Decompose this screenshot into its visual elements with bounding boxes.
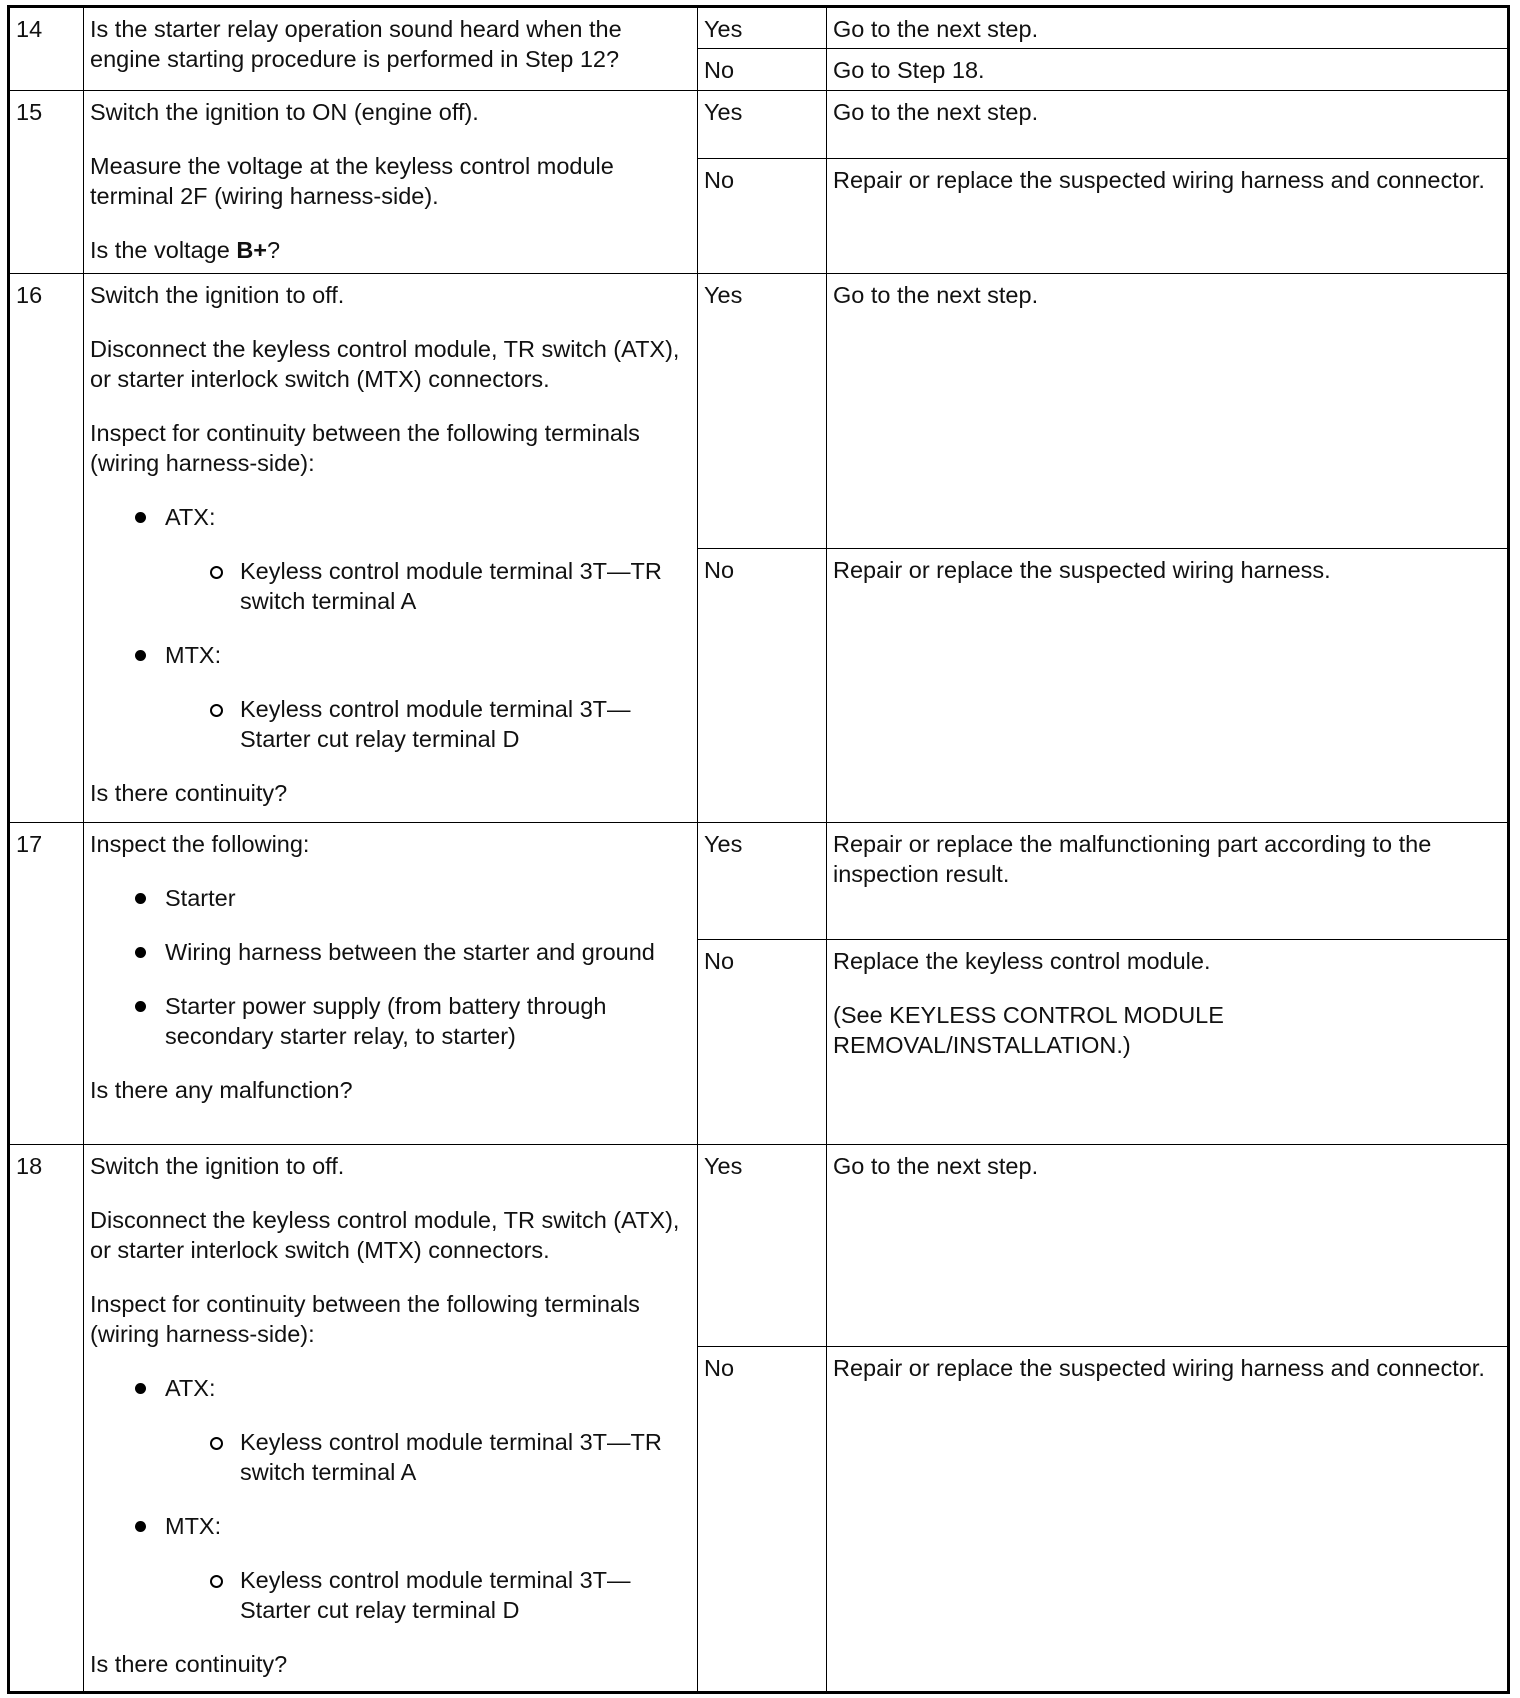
- atx-label: ATX:: [165, 1375, 216, 1401]
- sub-list-item: Keyless control module terminal 3T—Starter cut relay terminal D: [210, 1565, 690, 1625]
- result-no: No: [698, 549, 827, 823]
- step-number: 15: [9, 91, 84, 274]
- action-text: Replace the keyless control module.: [833, 948, 1211, 974]
- step-detail: [84, 823, 698, 1145]
- step-detail: [84, 7, 698, 91]
- action-no: Repair or replace the suspected wiring harness and connector.: [827, 159, 1509, 274]
- result-yes: Yes: [698, 91, 827, 159]
- step-15-yes-row: [9, 91, 1509, 159]
- result-yes: Yes: [698, 823, 827, 940]
- diagnostic-procedure-document: [7, 5, 1510, 1693]
- diagnostic-table: [7, 5, 1510, 1694]
- action-yes: Go to the next step.: [827, 91, 1509, 159]
- step-14-yes-row: [9, 7, 1509, 49]
- sub-list: [165, 556, 690, 616]
- action-no: [827, 940, 1509, 1145]
- question-text: Is the voltage: [90, 237, 237, 263]
- step-18-yes-row: [9, 1145, 1509, 1347]
- result-yes: Yes: [698, 7, 827, 49]
- result-yes: Yes: [698, 274, 827, 549]
- atx-label: ATX:: [165, 504, 216, 530]
- terminal-list: [90, 502, 690, 754]
- step-instruction: Measure the voltage at the keyless control module terminal 2F (wiring harness-side).: [90, 153, 614, 209]
- sub-list: [165, 694, 690, 754]
- result-yes: Yes: [698, 1145, 827, 1347]
- question-emphasis: B+: [236, 237, 268, 263]
- step-number: 18: [9, 1145, 84, 1693]
- step-17-yes-row: [9, 823, 1509, 940]
- step-detail: [84, 274, 698, 823]
- step-instruction: Switch the ignition to off.: [90, 1153, 345, 1179]
- step-instruction: Inspect the following:: [90, 831, 310, 857]
- list-item: Starter power supply (from battery through secondary starter relay, to starter): [135, 991, 690, 1051]
- list-item: [135, 640, 690, 754]
- inspection-list: [90, 883, 690, 1051]
- action-yes: Go to the next step.: [827, 7, 1509, 49]
- terminal-list: [90, 1373, 690, 1625]
- action-yes: Go to the next step.: [827, 274, 1509, 549]
- list-item: [135, 1373, 690, 1487]
- list-item: [135, 502, 690, 616]
- step-question: [90, 235, 690, 265]
- result-no: No: [698, 49, 827, 91]
- sub-list-item: Keyless control module terminal 3T—Starter cut relay terminal D: [210, 694, 690, 754]
- list-item: [135, 1511, 690, 1625]
- step-detail: [84, 1145, 698, 1693]
- step-question: Is there continuity?: [90, 780, 288, 806]
- step-instruction: Switch the ignition to ON (engine off).: [90, 99, 479, 125]
- action-yes: Go to the next step.: [827, 1145, 1509, 1347]
- step-question: Is there any malfunction?: [90, 1077, 353, 1103]
- mtx-label: MTX:: [165, 1513, 222, 1539]
- action-reference: (See KEYLESS CONTROL MODULE REMOVAL/INSTALLATION.): [833, 1002, 1224, 1058]
- action-no: Go to Step 18.: [827, 49, 1509, 91]
- result-no: No: [698, 940, 827, 1145]
- step-instruction: Disconnect the keyless control module, TR switch (ATX), or starter interlock switch (MTX) connectors.: [90, 1207, 680, 1263]
- action-no: Repair or replace the suspected wiring harness.: [827, 549, 1509, 823]
- step-number: 16: [9, 274, 84, 823]
- step-question: Is there continuity?: [90, 1651, 288, 1677]
- step-detail: [84, 91, 698, 274]
- question-mark: ?: [267, 237, 281, 263]
- sub-list: [165, 1427, 690, 1487]
- step-16-yes-row: [9, 274, 1509, 549]
- step-instruction: Switch the ignition to off.: [90, 282, 345, 308]
- mtx-label: MTX:: [165, 642, 222, 668]
- sub-list-item: Keyless control module terminal 3T—TR switch terminal A: [210, 556, 690, 616]
- action-no: Repair or replace the suspected wiring harness and connector.: [827, 1347, 1509, 1693]
- result-no: No: [698, 1347, 827, 1693]
- step-instruction: Inspect for continuity between the following terminals (wiring harness-side):: [90, 420, 640, 476]
- step-instruction: Inspect for continuity between the following terminals (wiring harness-side):: [90, 1291, 640, 1347]
- list-item: Starter: [135, 883, 690, 913]
- step-instruction: Disconnect the keyless control module, TR switch (ATX), or starter interlock switch (MTX) connectors.: [90, 336, 680, 392]
- sub-list-item: Keyless control module terminal 3T—TR switch terminal A: [210, 1427, 690, 1487]
- action-yes: Repair or replace the malfunctioning part according to the inspection result.: [827, 823, 1509, 940]
- result-no: No: [698, 159, 827, 274]
- step-number: 14: [9, 7, 84, 91]
- step-number: 17: [9, 823, 84, 1145]
- step-question: Is the starter relay operation sound heard when the engine starting procedure is performed in Step 12?: [90, 16, 622, 72]
- sub-list: [165, 1565, 690, 1625]
- list-item: Wiring harness between the starter and ground: [135, 937, 690, 967]
